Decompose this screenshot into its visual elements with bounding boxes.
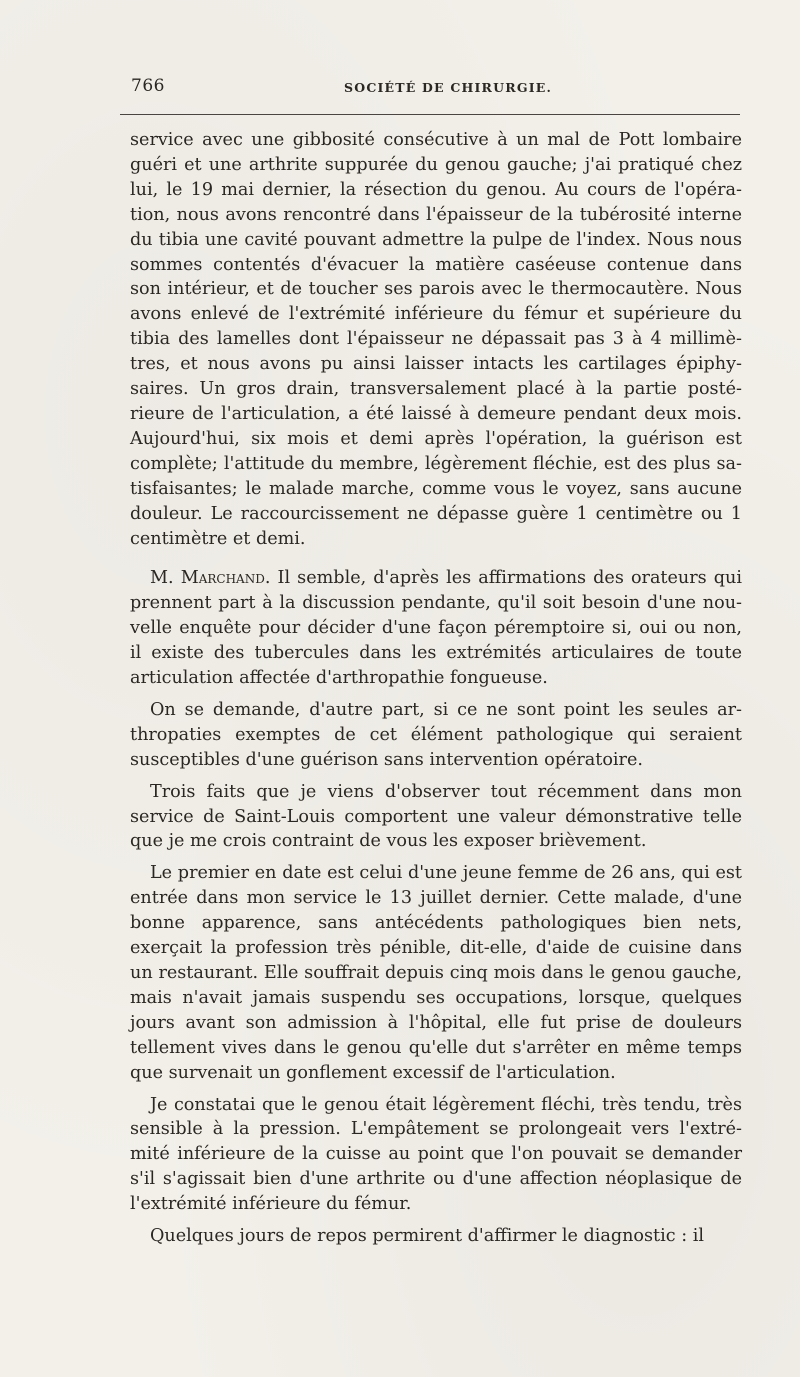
paragraph-2 (130, 566, 742, 691)
paragraph-2-text: Il semble, d'après les affirmations des orateurs qui prennent part à la discussion pendante, qu'il soit besoin d'une nou-velle enquête pour décider d'une façon péremptoire si, oui ou non, il existe des tubercules dans les extrémités articulaires de toute articulation affectée d'arthropathie fongueuse. (130, 568, 742, 689)
header-rule (120, 114, 740, 115)
page-header (131, 76, 741, 104)
speaker-name: M. Marchand. (150, 568, 271, 589)
body-text (130, 128, 742, 1249)
paragraph-3: On se demande, d'autre part, si ce ne sont point les seules ar-thropaties exemptes de cet élément pathologique qui seraient susceptibles d'une guérison sans intervention opératoire. (130, 699, 742, 770)
paragraph-6: Je constatai que le genou était légèrement fléchi, très tendu, très sensible à la pression. L'empâtement se prolongeait vers l'extré-mité inférieure de la cuisse au point que l'on pouvait se demander s'il s'agissait bien d'une arthrite ou d'une affection néoplasique de l'extrémité inférieure du fémur. (130, 1094, 742, 1215)
paragraph-4: Trois faits que je viens d'observer tout récemment dans mon service de Saint-Louis comportent une valeur démonstrative telle que je me crois contraint de vous les exposer brièvement. (130, 781, 742, 852)
running-title: SOCIÉTÉ DE CHIRURGIE. (344, 80, 553, 95)
paragraph-5: Le premier en date est celui d'une jeune femme de 26 ans, qui est entrée dans mon service le 13 juillet dernier. Cette malade, d'une bonne apparence, sans antécédents pathologiques bien nets, exerçait la profession très pénible, dit-elle, d'aide de cuisine dans un restaurant. Elle souffrait depuis cinq mois dans le genou gauche, mais n'avait jamais suspendu ses occupations, lorsque, quelques jours avant son admission à l'hôpital, elle fut prise de douleurs tellement vives dans le genou qu'elle dut s'arrêter en même temps que survenait un gonflement excessif de l'articulation. (130, 863, 742, 1083)
page-number: 766 (131, 76, 165, 96)
paragraph-1: service avec une gibbosité consécutive à un mal de Pott lombaire guéri et une arthrite suppurée du genou gauche; j'ai pratiqué chez lui, le 19 mai dernier, la résection du genou. Au cours de l'opéra-tion, nous avons rencontré dans l'épaisseur de la tubérosité interne du tibia une cavité pouvant admettre la pulpe de l'index. Nous nous sommes contentés d'évacuer la matière caséeuse contenue dans son intérieur, et de toucher ses parois avec le thermocautère. Nous avons enlevé de l'extrémité inférieure du fémur et supérieure du tibia des lamelles dont l'épaisseur ne dépassait pas 3 à 4 millimè-tres, et nous avons pu ainsi laisser intacts les cartilages épiphy-saires. Un gros drain, transversalement placé à la partie posté-rieure de l'articulation, a été laissé à demeure pendant deux mois. Aujourd'hui, six mois et demi après l'opération, la guérison est complète; l'attitude du membre, légèrement fléchie, est des plus sa-tisfaisantes; le malade marche, comme vous le voyez, sans aucune douleur. Le raccourcissement ne dépasse guère 1 centimètre ou 1 centimètre et demi. (130, 130, 742, 549)
paragraph-7: Quelques jours de repos permirent d'affirmer le diagnostic : il (150, 1226, 704, 1247)
